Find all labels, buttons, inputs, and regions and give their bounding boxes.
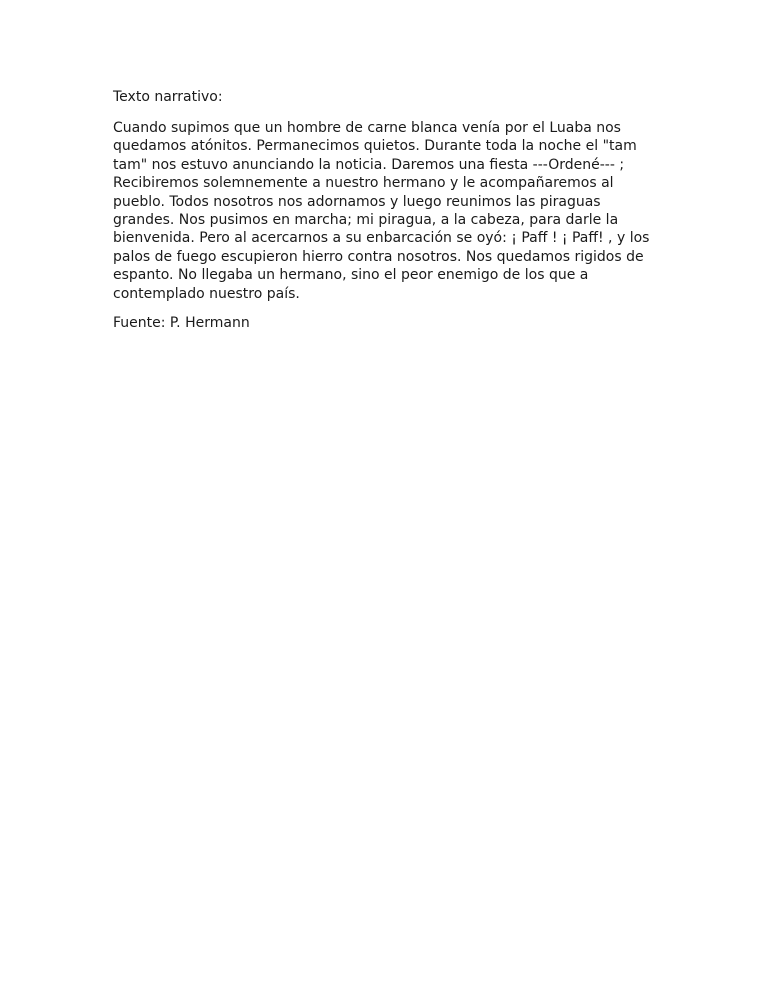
- paragraph-line: grandes. Nos pusimos en marcha; mi piragua, a la cabeza, para darle la: [113, 212, 619, 229]
- source-attribution: Fuente: P. Hermann: [113, 315, 250, 332]
- paragraph-line: Cuando supimos que un hombre de carne blanca venía por el Luaba nos: [113, 120, 621, 136]
- paragraph-line: palos de fuego escupieron hierro contra nosotros. Nos quedamos rigidos de: [113, 248, 644, 265]
- document-heading: Texto narrativo:: [113, 89, 223, 105]
- narrative-paragraph: [113, 119, 658, 303]
- paragraph-line: pueblo. Todos nosotros nos adornamos y luego reunimos las piraguas: [113, 193, 601, 210]
- paragraph-line: tam" nos estuvo anunciando la noticia. Daremos una fiesta ---Ordené--- ;: [113, 156, 625, 173]
- paragraph-line: bienvenida. Pero al acercarnos a su enbarcación se oyó: ¡ Paff ! ¡ Paff! , y los: [113, 230, 650, 247]
- paragraph-line: espanto. No llegaba un hermano, sino el peor enemigo de los que a: [113, 267, 589, 284]
- paragraph-line: quedamos atónitos. Permanecimos quietos. Durante toda la noche el "tam: [113, 138, 637, 155]
- document-content: [113, 88, 658, 333]
- paragraph-line: Recibiremos solemnemente a nuestro hermano y le acompañaremos al: [113, 175, 614, 192]
- paragraph-line: contemplado nuestro país.: [113, 285, 300, 302]
